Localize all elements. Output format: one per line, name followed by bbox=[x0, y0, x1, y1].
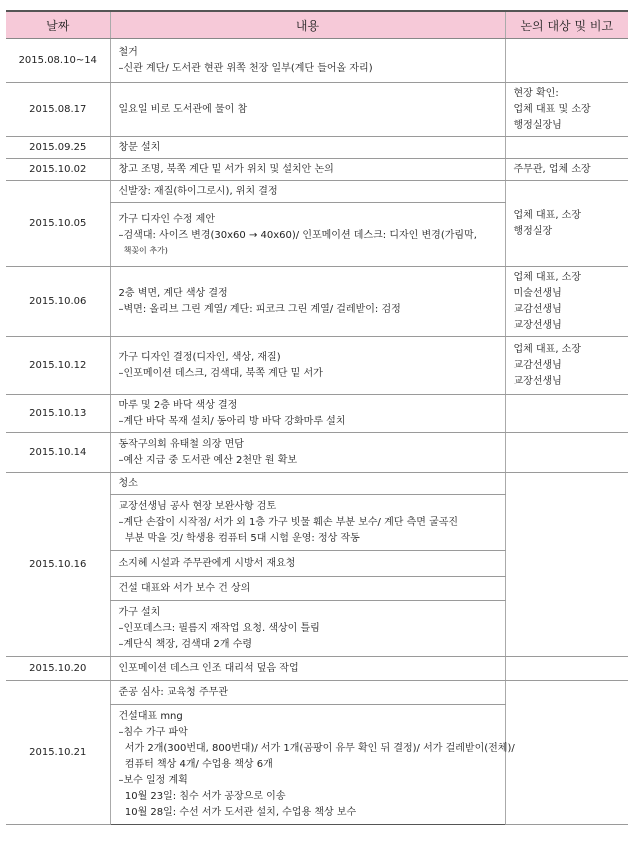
content-line: –신관 계단/ 도서관 현관 위쪽 천장 일부(계단 들어올 자리) bbox=[118, 62, 373, 74]
note-cell bbox=[505, 473, 628, 657]
content-line: 책꽂이 추가) bbox=[118, 245, 168, 255]
content-line: 10월 28일: 수선 서가 도서관 설치, 수업용 책상 보수 bbox=[118, 806, 357, 818]
date-cell: 2015.10.16 bbox=[6, 473, 110, 657]
content-line: 교장선생님 공사 현장 보완사항 검토 bbox=[118, 500, 277, 512]
content-cell bbox=[110, 433, 505, 473]
date-cell: 2015.08.10~14 bbox=[6, 39, 110, 83]
content-line: 교감선생님 bbox=[513, 303, 562, 315]
content-line: –검색대: 사이즈 변경(30x60 → 40x60)/ 인포메이션 데스크: 디자인 변경(가림막, bbox=[118, 229, 477, 241]
content-line: 업체 대표, 소장 bbox=[513, 343, 581, 355]
note-cell bbox=[505, 681, 628, 825]
content-cell bbox=[110, 203, 505, 267]
note-cell bbox=[505, 39, 628, 83]
schedule-table-wrapper bbox=[6, 10, 628, 825]
table-row bbox=[6, 159, 628, 181]
content-line: 동작구의회 유태철 의장 면담 bbox=[118, 438, 244, 450]
table-row bbox=[6, 681, 628, 705]
content-cell bbox=[110, 551, 505, 577]
content-cell bbox=[110, 681, 505, 705]
table-row bbox=[6, 267, 628, 337]
content-cell bbox=[110, 181, 505, 203]
note-cell bbox=[505, 159, 628, 181]
content-cell bbox=[110, 495, 505, 551]
content-line: 2층 벽면, 계단 색상 결정 bbox=[118, 287, 228, 299]
date-cell: 2015.08.17 bbox=[6, 83, 110, 137]
content-line: 인포메이션 데스크 인조 대리석 덮음 작업 bbox=[118, 662, 299, 674]
content-line: 건설 대표와 서가 보수 건 상의 bbox=[118, 582, 251, 594]
table-row bbox=[6, 337, 628, 395]
date-cell: 2015.09.25 bbox=[6, 137, 110, 159]
note-cell bbox=[505, 137, 628, 159]
schedule-table bbox=[6, 10, 628, 825]
date-cell: 2015.10.14 bbox=[6, 433, 110, 473]
header-date: 날짜 bbox=[6, 11, 110, 39]
content-line: 가구 디자인 결정(디자인, 색상, 재질) bbox=[118, 351, 281, 363]
table-row bbox=[6, 473, 628, 495]
content-line: 교감선생님 bbox=[513, 359, 562, 371]
date-cell: 2015.10.20 bbox=[6, 657, 110, 681]
table-row bbox=[6, 83, 628, 137]
content-line: 10월 23일: 침수 서가 공장으로 이송 bbox=[118, 790, 286, 802]
content-line: 컴퓨터 책상 4개/ 수업용 책상 6개 bbox=[118, 758, 273, 770]
content-line: 교장선생님 bbox=[513, 319, 562, 331]
content-cell bbox=[110, 267, 505, 337]
content-cell bbox=[110, 601, 505, 657]
table-row bbox=[6, 657, 628, 681]
note-cell bbox=[505, 267, 628, 337]
content-line: –예산 지급 중 도서관 예산 2천만 원 확보 bbox=[118, 454, 298, 466]
content-cell bbox=[110, 159, 505, 181]
content-line: –벽면: 올리브 그린 계열/ 계단: 피코크 그린 계열/ 걸레받이: 검정 bbox=[118, 303, 401, 315]
content-line: 창문 설치 bbox=[118, 141, 161, 153]
content-line: 마루 및 2층 바닥 색상 결정 bbox=[118, 399, 238, 411]
content-cell bbox=[110, 705, 515, 825]
content-line: 청소 bbox=[118, 477, 138, 489]
content-line: –침수 가구 파악 bbox=[118, 726, 188, 738]
table-row bbox=[6, 181, 628, 203]
content-line: 업체 대표, 소장 bbox=[513, 271, 581, 283]
note-cell bbox=[505, 395, 628, 433]
table-header-row bbox=[6, 11, 628, 39]
note-cell bbox=[505, 181, 628, 267]
table-body bbox=[6, 39, 628, 825]
table-row bbox=[6, 433, 628, 473]
date-cell: 2015.10.13 bbox=[6, 395, 110, 433]
content-line: –보수 일정 계획 bbox=[118, 774, 188, 786]
header-content: 내용 bbox=[110, 11, 505, 39]
content-line: 철거 bbox=[118, 46, 138, 58]
table-row bbox=[6, 395, 628, 433]
note-cell bbox=[505, 83, 628, 137]
content-line: 부분 막을 것/ 학생용 컴퓨터 5대 시험 운영: 정상 작동 bbox=[118, 532, 360, 544]
date-cell: 2015.10.12 bbox=[6, 337, 110, 395]
content-line: 현장 확인: bbox=[513, 87, 559, 99]
content-line: 신발장: 재질(하이그로시), 위치 결정 bbox=[118, 185, 278, 197]
content-line: 가구 설치 bbox=[118, 606, 161, 618]
content-line: 업체 대표, 소장 bbox=[513, 209, 581, 221]
content-line: 미술선생님 bbox=[513, 287, 562, 299]
note-cell bbox=[505, 337, 628, 395]
date-cell: 2015.10.05 bbox=[6, 181, 110, 267]
content-cell bbox=[110, 473, 505, 495]
content-cell bbox=[110, 395, 505, 433]
content-line: 일요일 비로 도서관에 물이 참 bbox=[118, 103, 248, 115]
table-row bbox=[6, 39, 628, 83]
content-line: 소지혜 시설과 주무관에게 시방서 재요청 bbox=[118, 557, 296, 569]
content-line: –계단 바닥 목재 설치/ 동아리 방 바닥 강화마루 설치 bbox=[118, 415, 346, 427]
content-cell bbox=[110, 39, 505, 83]
content-cell bbox=[110, 657, 505, 681]
content-line: –계단 손잡이 시작점/ 서가 외 1층 가구 빗물 훼손 부분 보수/ 계단 측면 굴곡진 bbox=[118, 516, 459, 528]
content-line: 창고 조명, 북쪽 계단 밑 서가 위치 및 설치안 논의 bbox=[118, 163, 334, 175]
content-line: –계단식 책장, 검색대 2개 수령 bbox=[118, 638, 253, 650]
date-cell: 2015.10.06 bbox=[6, 267, 110, 337]
table-row bbox=[6, 137, 628, 159]
content-line: 서가 2개(300번대, 800번대)/ 서가 1개(곰팡이 유무 확인 뒤 결정)/ 서가 걸레받이(전체)/ bbox=[118, 742, 515, 754]
date-cell: 2015.10.21 bbox=[6, 681, 110, 825]
content-line: –인포메이션 데스크, 검색대, 북쪽 계단 밑 서가 bbox=[118, 367, 323, 379]
content-line: 행정실장 bbox=[513, 225, 553, 237]
header-note: 논의 대상 및 비고 bbox=[505, 11, 628, 39]
content-cell bbox=[110, 577, 505, 601]
content-line: –인포데스크: 필름지 재작업 요청. 색상이 틀림 bbox=[118, 622, 320, 634]
content-line: 행정실장님 bbox=[513, 119, 562, 131]
content-cell bbox=[110, 83, 505, 137]
content-line: 주무관, 업체 소장 bbox=[513, 163, 591, 175]
content-line: 건설대표 mng bbox=[118, 710, 183, 722]
content-line: 가구 디자인 수정 제안 bbox=[118, 213, 215, 225]
content-line: 준공 심사: 교육청 주무관 bbox=[118, 686, 229, 698]
date-cell: 2015.10.02 bbox=[6, 159, 110, 181]
content-line: 업체 대표 및 소장 bbox=[513, 103, 591, 115]
content-line: 교장선생님 bbox=[513, 375, 562, 387]
content-cell bbox=[110, 337, 505, 395]
note-cell bbox=[505, 433, 628, 473]
note-cell bbox=[505, 657, 628, 681]
content-cell bbox=[110, 137, 505, 159]
